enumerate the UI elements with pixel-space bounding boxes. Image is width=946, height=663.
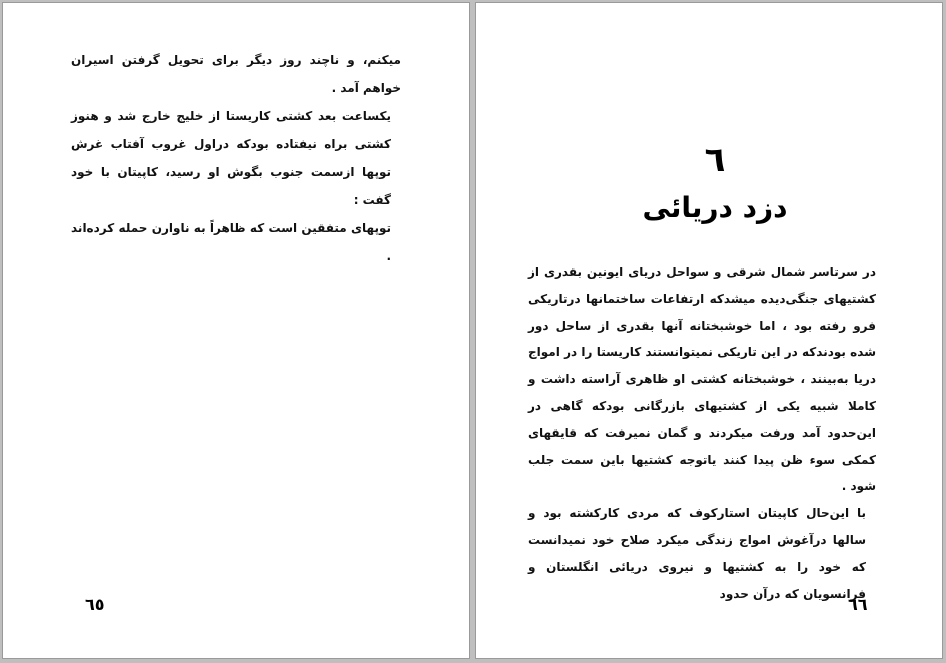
right-page-text (528, 259, 876, 607)
right-paragraph-2: با این‌حال کاپیتان استارکوف که مردی کارکشته بود و سالها درآغوش امواج زندگی میکرد صلاح خود نمیدانست که خود را به کشتیها و نیروی دریائی انگلستان و فرانسویان که درآن حدود (528, 506, 866, 601)
left-paragraph-3: توپهای متفقین است که ظاهراً به ناوارن حمله کرده‌اند . (71, 221, 391, 263)
chapter-title: دزد دریائی (642, 191, 788, 224)
left-page (2, 2, 470, 659)
chapter-number: ٦ (704, 140, 726, 180)
left-page-number: ٦٥ (85, 595, 105, 614)
left-paragraph-2: یکساعت بعد کشتی کاریستا از خلیج خارج شد و هنوز کشتی براه نیفتاده بودکه دراول غروب آفتاب غرش توپها ازسمت جنوب بگوش او رسید، کاپیتان با خود گفت : (71, 109, 391, 207)
right-paragraph-1: در سرتاسر شمال شرقی و سواحل دریای ایونین بقدری از کشتیهای جنگی‌دیده میشدکه ارتفاعات ساختمانها درتاریکی فرو رفته بود ، اما خوشبختانه آنها بقدری از ساحل دور شده بودندکه در این تاریکی نمیتوانستند کاریستا را در امواج دریا به‌بینند ، خوشبختانه کشتی او ظاهری آراسته داشت و کاملا شبیه یکی از کشتیهای بازرگانی بودکه گاهی در این‌حدود آمد ورفت میکردند و گمان نمیرفت که قایقهای کمکی سوء ظن پیدا کنند یاتوجه کشتیها باین سمت جلب شود . (528, 265, 876, 494)
right-page-number: ٦٦ (848, 595, 868, 614)
left-paragraph-1: میکنم، و ناچند روز دیگر برای تحویل گرفتن اسیران خواهم آمد . (71, 53, 401, 95)
right-page (475, 2, 943, 659)
left-page-text (71, 46, 401, 270)
